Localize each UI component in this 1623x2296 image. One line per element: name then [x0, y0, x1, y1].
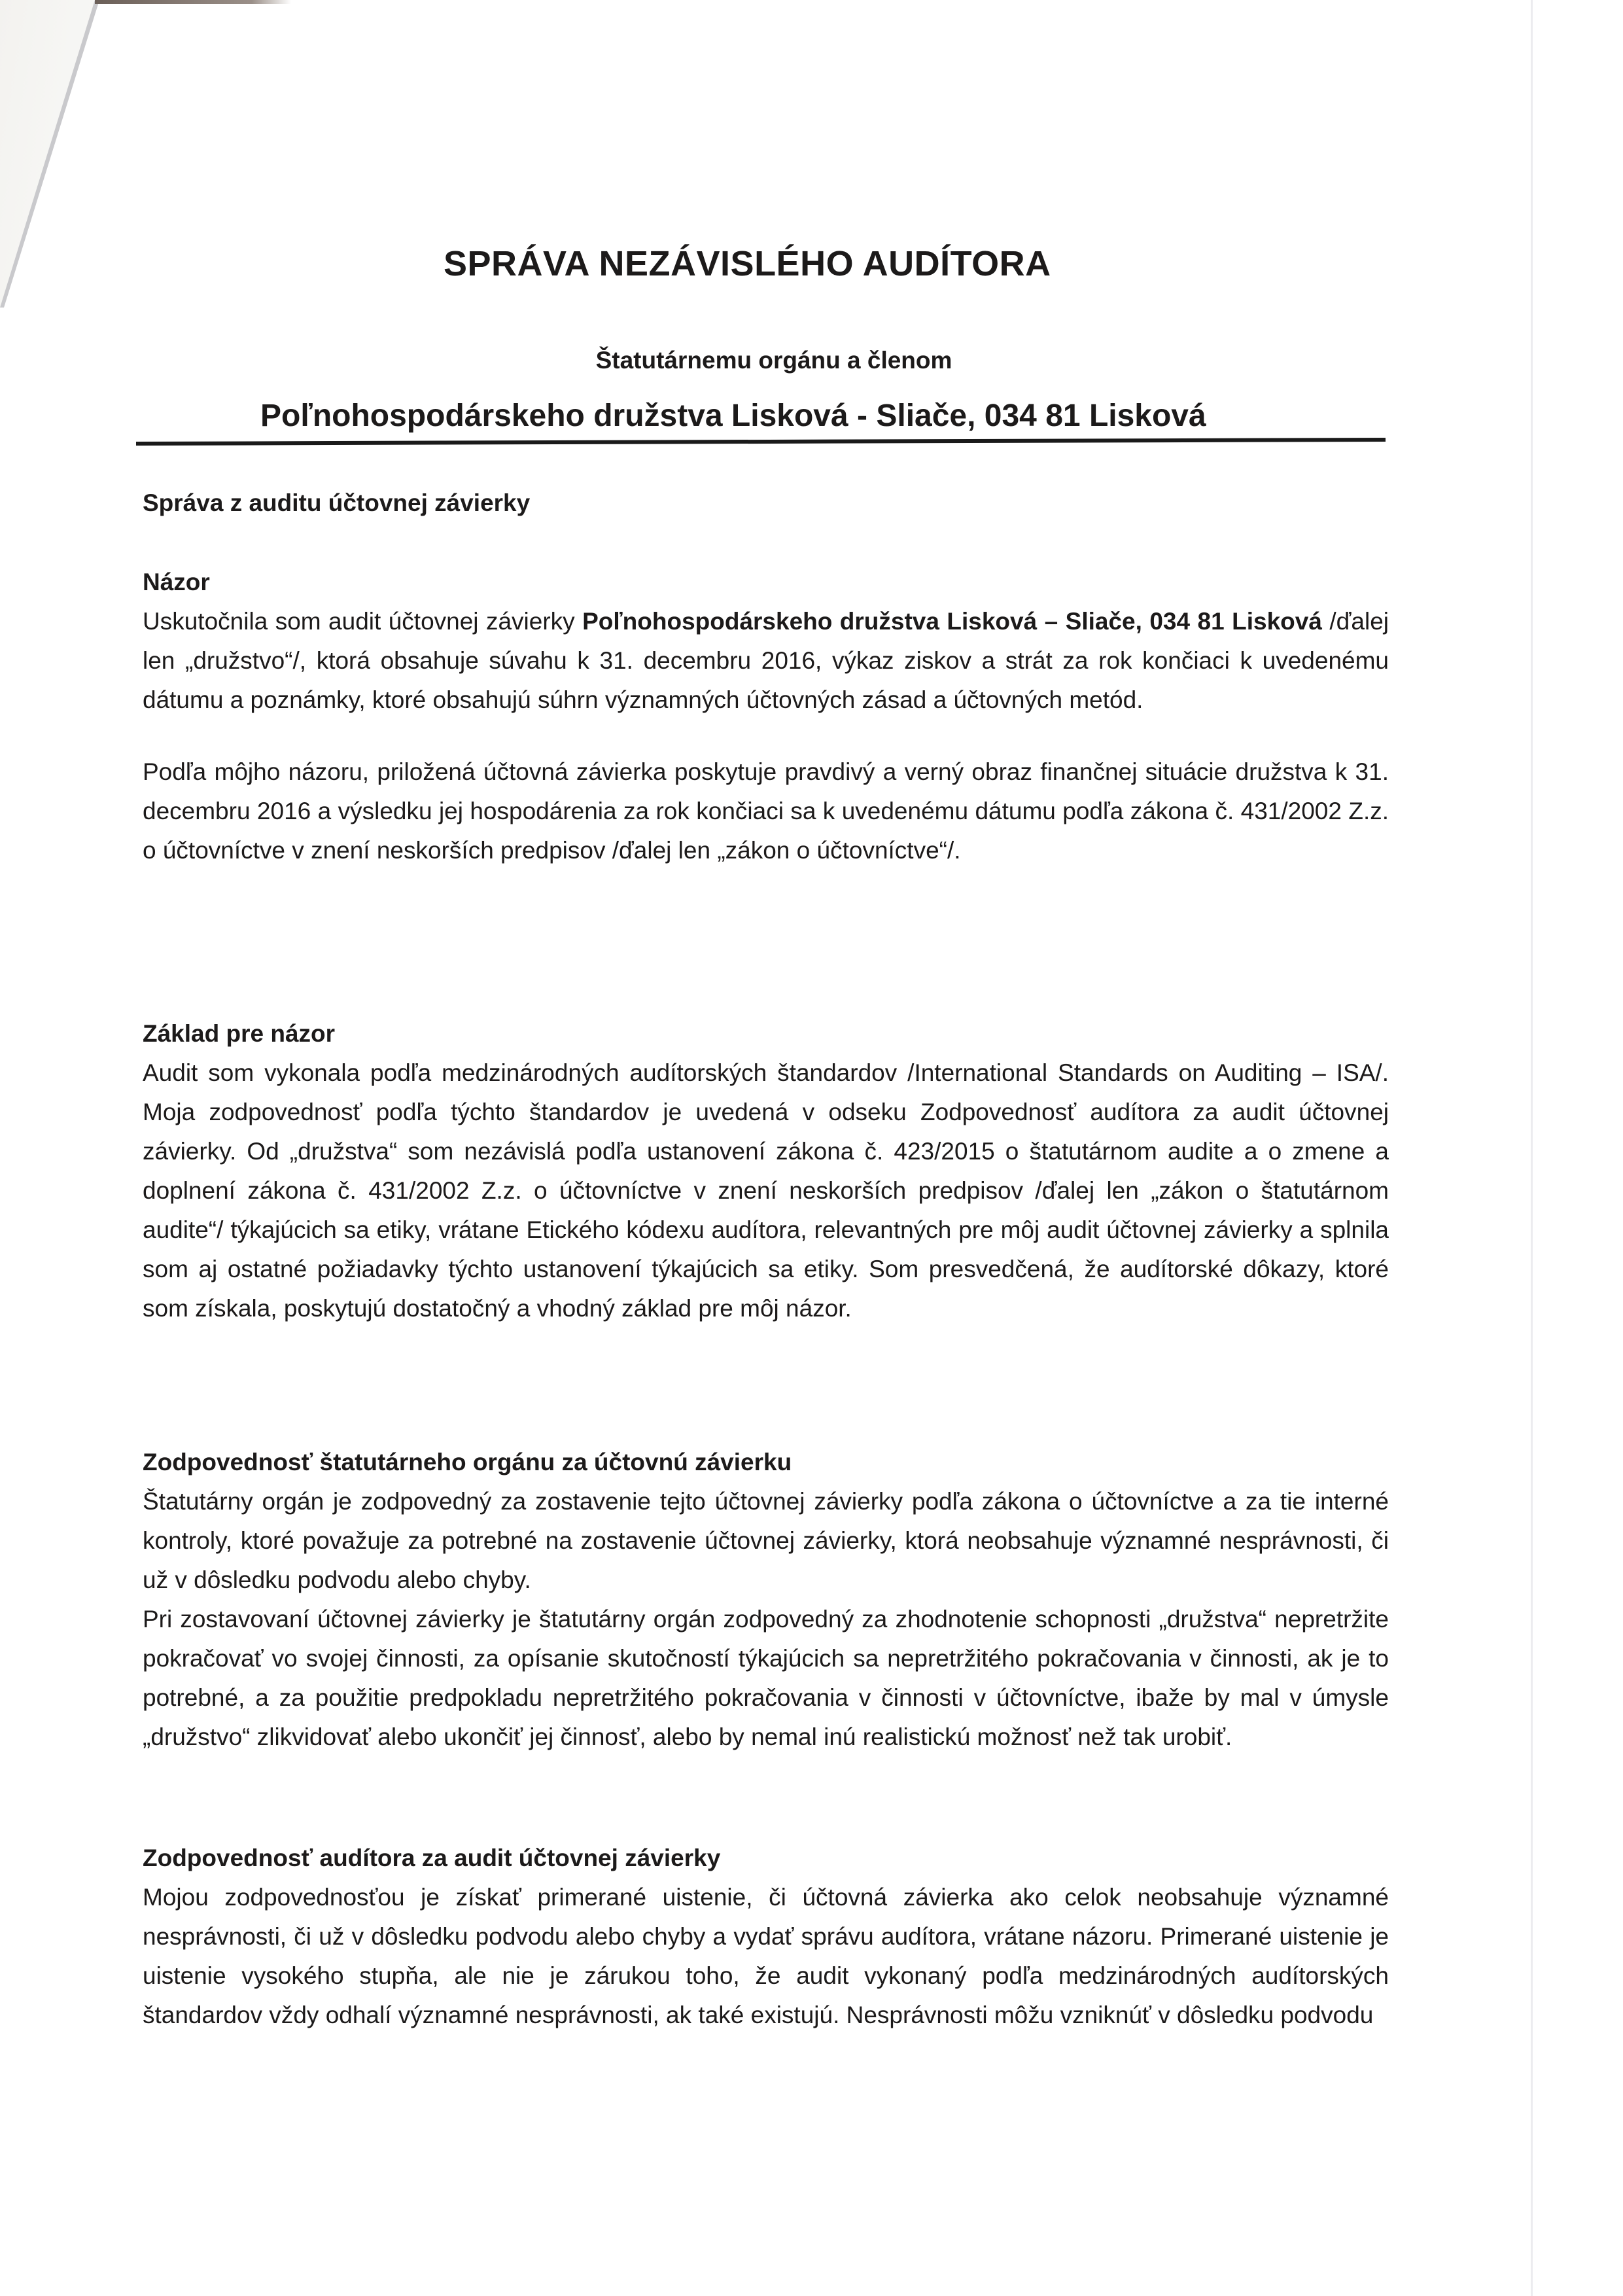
recipient-line-1: Štatutárnemu orgánu a členom [595, 347, 952, 374]
paragraph: Podľa môjho názoru, priložená účtovná závierka poskytuje pravdivý a verný obraz finančnej situácie družstva k 31. decembru 2016 a výsledku jej hospodárenia za rok končiaci sa k uvedenému dátumu podľa zákona č. 431/2002 Z.z. o účtovníctve v znení neskorších predpisov /ďalej len „zákon o účtovníctve“/. [143, 758, 1389, 864]
document-title: SPRÁVA NEZÁVISLÉHO AUDÍTORA [444, 244, 1051, 283]
paragraph: Audit som vykonala podľa medzinárodných audítorských štandardov /International Standards on Auditing – ISA/. Moja zodpovednosť podľa týchto štandardov je uvedená v odseku Zodpovednosť audítora za audit účtovnej závierky. Od „družstva“ som nezávislá podľa ustanovení zákona č. 423/2015 o štatutárnom audite a o zmene a doplnení zákona č. 431/2002 Z.z. o účtovníctve v znení neskorších predpisov /ďalej len „zákon o štatutárnom audite“/ týkajúcich sa etiky, vrátane Etického kódexu audítora, relevantných pre môj audit účtovnej závierky a splnila som aj ostatné požiadavky týchto ustanovení týkajúcich sa etiky. Som presvedčená, že audítorské dôkazy, ktoré som získala, poskytujú dostatočný a vhodný základ pre môj názor. [143, 1059, 1389, 1322]
scanned-page-fold [0, 0, 111, 314]
scanned-page-right-edge [1531, 0, 1533, 2296]
section-auditor-responsibility [143, 1839, 1389, 2035]
paragraph: Štatutárny orgán je zodpovedný za zostavenie tejto účtovnej závierky podľa zákona o účtovníctve a za tie interné kontroly, ktoré považuje za potrebné na zostavenie účtovnej závierky, ktorá neobsahuje významné nesprávnosti, či už v dôsledku podvodu alebo chyby. [143, 1488, 1389, 1593]
section-heading: Názor [143, 569, 210, 595]
section-heading: Základ pre názor [143, 1020, 336, 1047]
paragraph: Mojou zodpovednosťou je získať primerané uistenie, či účtovná závierka ako celok neobsahuje významné nesprávnosti, či už v dôsledku podvodu alebo chyby a vydať správu audítora, vrátane názoru. Primerané uistenie je uistenie vysokého stupňa, ale nie je zárukou toho, že audit vykonaný podľa medzinárodných audítorských štandardov vždy odhalí významné nesprávnosti, ak také existujú. Nesprávnosti môžu vzniknúť v dôsledku podvodu [143, 1884, 1389, 2028]
section-basis-for-opinion [143, 1014, 1389, 1328]
section-opinion [143, 563, 1389, 870]
paragraph-text: Uskutočnila som audit účtovnej závierky [143, 608, 583, 635]
recipient-line-2: Poľnohospodárskeho družstva Lisková - Sliače, 034 81 Lisková [260, 398, 1206, 433]
scanned-page-top-edge [95, 0, 291, 4]
section-heading: Zodpovednosť audítora za audit účtovnej závierky [143, 1845, 721, 1871]
paragraph [143, 602, 1389, 720]
paragraph: Pri zostavovaní účtovnej závierky je štatutárny orgán zodpovedný za zhodnotenie schopnosti „družstva“ nepretržite pokračovať vo svojej činnosti, za opísanie skutočností týkajúcich sa nepretržitého pokračovania v činnosti, ak je to potrebné, a za použitie predpokladu nepretržitého pokračovania v činnosti v účtovníctve, ibaže by mal v úmysle „družstvo“ zlikvidovať alebo ukončiť jej činnosť, alebo by nemal inú realistickú možnosť než tak urobiť. [143, 1606, 1389, 1750]
report-heading: Správa z auditu účtovnej závierky [143, 489, 531, 516]
section-management-responsibility [143, 1443, 1389, 1757]
header-divider [136, 438, 1386, 446]
entity-name: Poľnohospodárskeho družstva Lisková – Sliače, 034 81 Lisková [582, 608, 1322, 635]
section-heading: Zodpovednosť štatutárneho orgánu za účtovnú závierku [143, 1449, 792, 1475]
paragraph-text: /ďalej len „družstvo“/, ktorá obsahuje súvahu k 31. decembru 2016, výkaz ziskov a strát za rok končiaci k uvedenému dátumu a poznámky, ktoré obsahujú súhrn významných účtovných zásad a účtovných metód. [143, 608, 1389, 713]
